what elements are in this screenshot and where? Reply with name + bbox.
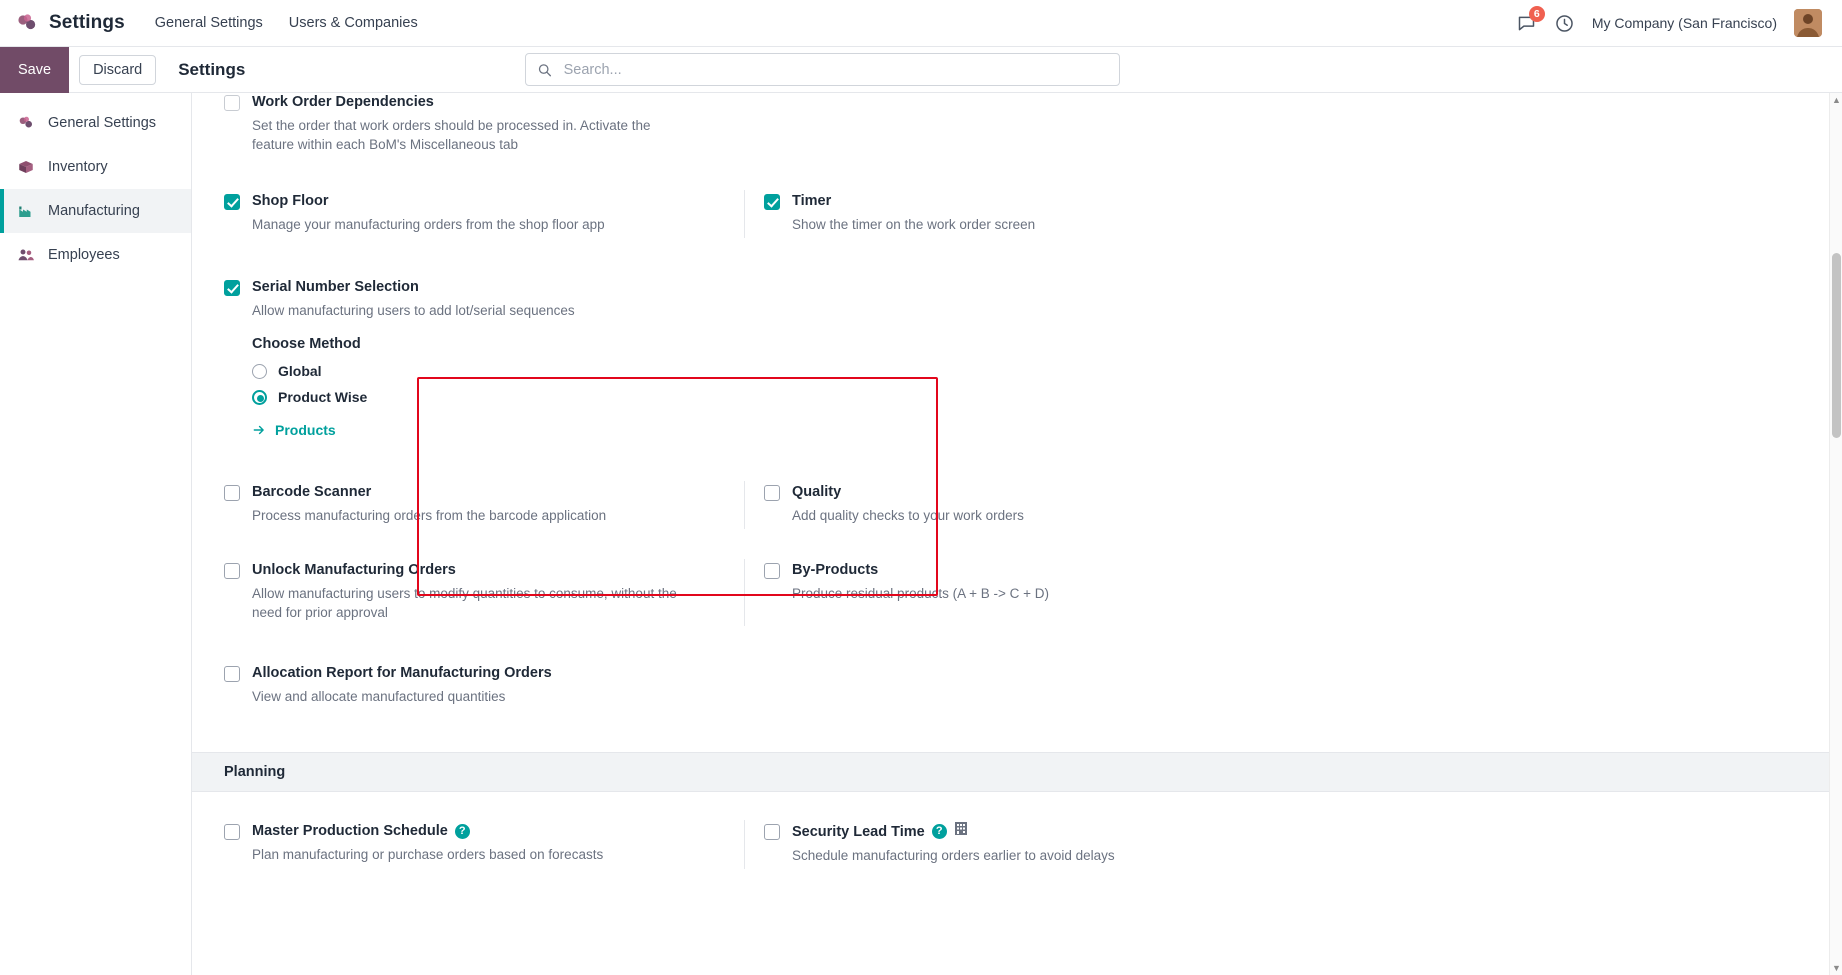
setting-title: Timer bbox=[792, 193, 832, 209]
menu-general-settings[interactable]: General Settings bbox=[154, 15, 263, 31]
clock-icon bbox=[1554, 13, 1575, 34]
sidebar-item-employees[interactable] bbox=[0, 233, 191, 277]
menu-users-companies[interactable]: Users & Companies bbox=[288, 15, 418, 31]
products-link-label: Products bbox=[275, 422, 336, 438]
setting-timer bbox=[744, 184, 1236, 246]
setting-barcode-scanner bbox=[224, 475, 716, 537]
setting-text bbox=[252, 277, 716, 438]
settings-row bbox=[192, 475, 1842, 537]
settings-col-left bbox=[224, 270, 744, 450]
setting-by-products bbox=[744, 553, 1236, 615]
by-products-checkbox[interactable] bbox=[764, 563, 780, 579]
setting-title: Quality bbox=[792, 484, 842, 500]
radio-label: Product Wise bbox=[278, 389, 368, 405]
settings-col-right bbox=[744, 184, 1264, 246]
radio-option-global[interactable] bbox=[252, 358, 716, 384]
setting-text bbox=[792, 560, 1236, 603]
checkbox-wrap bbox=[764, 482, 780, 506]
setting-description: Produce residual products (A + B -> C + D) bbox=[792, 586, 1049, 601]
setting-shop-floor bbox=[224, 184, 716, 246]
vertical-scrollbar[interactable] bbox=[1829, 93, 1842, 975]
setting-text bbox=[252, 821, 716, 864]
scroll-down-arrow[interactable]: ▼ bbox=[1832, 963, 1841, 973]
company-switcher[interactable]: My Company (San Francisco) bbox=[1591, 15, 1777, 31]
setting-title: Work Order Dependencies bbox=[252, 94, 434, 110]
top-menu bbox=[155, 15, 418, 31]
settings-col-left bbox=[224, 553, 744, 634]
setting-description: Plan manufacturing or purchase orders based on forecasts bbox=[252, 847, 604, 862]
choose-method-label: Choose Method bbox=[252, 336, 361, 352]
setting-description: Allow manufacturing users to modify quantities to consume, without the need for prior approval bbox=[252, 586, 677, 620]
column-divider bbox=[744, 559, 745, 626]
settings-col-right bbox=[744, 814, 1264, 877]
column-divider bbox=[744, 481, 745, 529]
setting-description: Allow manufacturing users to add lot/serial sequences bbox=[252, 303, 575, 318]
setting-text bbox=[792, 821, 1236, 865]
save-button[interactable]: Save bbox=[0, 47, 69, 93]
sidebar-item-label: Inventory bbox=[48, 159, 108, 175]
setting-title-text: Security Lead Time bbox=[792, 823, 925, 840]
help-icon[interactable]: ? bbox=[455, 824, 470, 839]
section-header-planning: Planning bbox=[192, 752, 1842, 792]
settings-col-right bbox=[744, 270, 1264, 450]
scroll-up-arrow[interactable]: ▲ bbox=[1832, 95, 1841, 105]
search-input[interactable] bbox=[562, 61, 1109, 79]
sidebar-item-general-settings[interactable] bbox=[0, 101, 191, 145]
messages-badge: 6 bbox=[1529, 6, 1545, 22]
serial-number-selection-checkbox[interactable] bbox=[224, 280, 240, 296]
setting-unlock-manufacturing-orders bbox=[224, 553, 716, 634]
setting-description: View and allocate manufactured quantities bbox=[252, 689, 506, 704]
top-right-tools bbox=[1516, 9, 1828, 37]
scrollbar-thumb[interactable] bbox=[1832, 253, 1841, 438]
product-wise-radio[interactable] bbox=[252, 390, 267, 405]
setting-text bbox=[792, 191, 1236, 234]
checkbox-wrap bbox=[224, 482, 240, 506]
checkbox-wrap bbox=[224, 93, 240, 116]
search-box[interactable] bbox=[525, 53, 1120, 86]
setting-quality bbox=[744, 475, 1236, 537]
settings-content bbox=[192, 93, 1842, 975]
search-icon bbox=[537, 62, 552, 78]
settings-col-right bbox=[744, 475, 1264, 537]
odoo-logo-icon[interactable] bbox=[14, 10, 40, 36]
help-icon[interactable]: ? bbox=[932, 824, 947, 839]
setting-title: By-Products bbox=[792, 562, 879, 578]
setting-title: Serial Number Selection bbox=[252, 279, 419, 295]
checkbox-wrap bbox=[764, 191, 780, 215]
quality-checkbox[interactable] bbox=[764, 485, 780, 501]
setting-text bbox=[252, 482, 716, 525]
column-divider bbox=[744, 820, 745, 869]
sidebar-item-inventory[interactable] bbox=[0, 145, 191, 189]
checkbox-wrap bbox=[224, 663, 240, 687]
manufacturing-icon bbox=[16, 201, 36, 221]
inventory-icon bbox=[16, 157, 36, 177]
setting-title bbox=[792, 821, 1236, 842]
settings-sidebar bbox=[0, 93, 192, 975]
settings-scroll-area bbox=[192, 93, 1842, 917]
setting-security-lead-time bbox=[744, 814, 1236, 877]
settings-row bbox=[192, 553, 1842, 634]
security-lead-time-checkbox[interactable] bbox=[764, 824, 780, 840]
checkbox-wrap bbox=[764, 821, 780, 845]
setting-description: Manage your manufacturing orders from the shop floor app bbox=[252, 217, 605, 232]
settings-col-left bbox=[224, 814, 744, 877]
checkbox-wrap bbox=[224, 277, 240, 301]
activities-button[interactable] bbox=[1554, 13, 1575, 34]
settings-col-left bbox=[224, 656, 744, 718]
allocation-report-checkbox[interactable] bbox=[224, 666, 240, 682]
setting-text bbox=[252, 560, 716, 622]
radio-option-product-wise[interactable] bbox=[252, 384, 716, 410]
column-divider bbox=[744, 190, 745, 238]
setting-title: Unlock Manufacturing Orders bbox=[252, 562, 456, 578]
setting-description: Add quality checks to your work orders bbox=[792, 508, 1024, 523]
sidebar-item-label: General Settings bbox=[48, 115, 157, 131]
barcode-scanner-checkbox[interactable] bbox=[224, 485, 240, 501]
setting-title bbox=[252, 821, 716, 841]
employees-icon bbox=[16, 245, 36, 265]
checkbox-wrap bbox=[224, 560, 240, 584]
app-title: Settings bbox=[49, 12, 125, 33]
setting-title: Barcode Scanner bbox=[252, 484, 372, 500]
setting-allocation-report bbox=[224, 656, 716, 718]
general-settings-icon bbox=[16, 113, 36, 133]
settings-row bbox=[192, 814, 1842, 877]
settings-row bbox=[192, 184, 1842, 246]
global-radio[interactable] bbox=[252, 364, 267, 379]
company-dependent-icon bbox=[954, 821, 968, 842]
settings-row bbox=[192, 656, 1842, 718]
settings-col-left bbox=[224, 475, 744, 537]
sidebar-item-label: Manufacturing bbox=[48, 203, 140, 219]
checkbox-wrap bbox=[224, 821, 240, 845]
setting-work-order-dependencies bbox=[224, 93, 716, 166]
checkbox-wrap bbox=[764, 560, 780, 584]
settings-col-left bbox=[224, 184, 744, 246]
setting-title-text: Master Production Schedule bbox=[252, 823, 448, 839]
sidebar-item-manufacturing[interactable] bbox=[0, 189, 191, 233]
setting-text bbox=[252, 93, 716, 154]
setting-title: Shop Floor bbox=[252, 193, 329, 209]
work-order-dependencies-checkbox[interactable] bbox=[224, 95, 240, 111]
discard-button[interactable]: Discard bbox=[79, 55, 156, 85]
shop-floor-checkbox[interactable] bbox=[224, 194, 240, 210]
setting-title: Allocation Report for Manufacturing Orders bbox=[252, 665, 552, 681]
setting-text bbox=[252, 663, 716, 706]
settings-row bbox=[192, 93, 1842, 166]
page-title: Settings bbox=[178, 59, 246, 79]
settings-col-right bbox=[744, 656, 1264, 718]
settings-row bbox=[192, 270, 1842, 450]
setting-description: Process manufacturing orders from the barcode application bbox=[252, 508, 607, 523]
setting-description: Set the order that work orders should be processed in. Activate the feature within each BoM's Miscellaneous tab bbox=[252, 118, 651, 152]
radio-label: Global bbox=[278, 363, 322, 379]
control-panel bbox=[0, 47, 1842, 93]
setting-description: Show the timer on the work order screen bbox=[792, 217, 1036, 232]
setting-text bbox=[792, 482, 1236, 525]
products-link[interactable] bbox=[252, 422, 716, 438]
checkbox-wrap bbox=[224, 191, 240, 215]
settings-col-left bbox=[224, 93, 744, 166]
avatar[interactable] bbox=[1794, 9, 1822, 37]
setting-serial-number-selection bbox=[224, 270, 716, 450]
settings-col-right bbox=[744, 553, 1264, 634]
messages-button[interactable] bbox=[1516, 7, 1540, 34]
settings-col-right bbox=[744, 93, 1264, 166]
setting-description: Schedule manufacturing orders earlier to avoid delays bbox=[792, 848, 1115, 863]
setting-text bbox=[252, 191, 716, 234]
body bbox=[0, 93, 1842, 975]
top-navbar bbox=[0, 0, 1842, 47]
master-production-schedule-checkbox[interactable] bbox=[224, 824, 240, 840]
timer-checkbox[interactable] bbox=[764, 194, 780, 210]
arrow-right-icon bbox=[252, 423, 266, 437]
sidebar-item-label: Employees bbox=[48, 247, 120, 263]
setting-master-production-schedule bbox=[224, 814, 716, 876]
unlock-manufacturing-orders-checkbox[interactable] bbox=[224, 563, 240, 579]
